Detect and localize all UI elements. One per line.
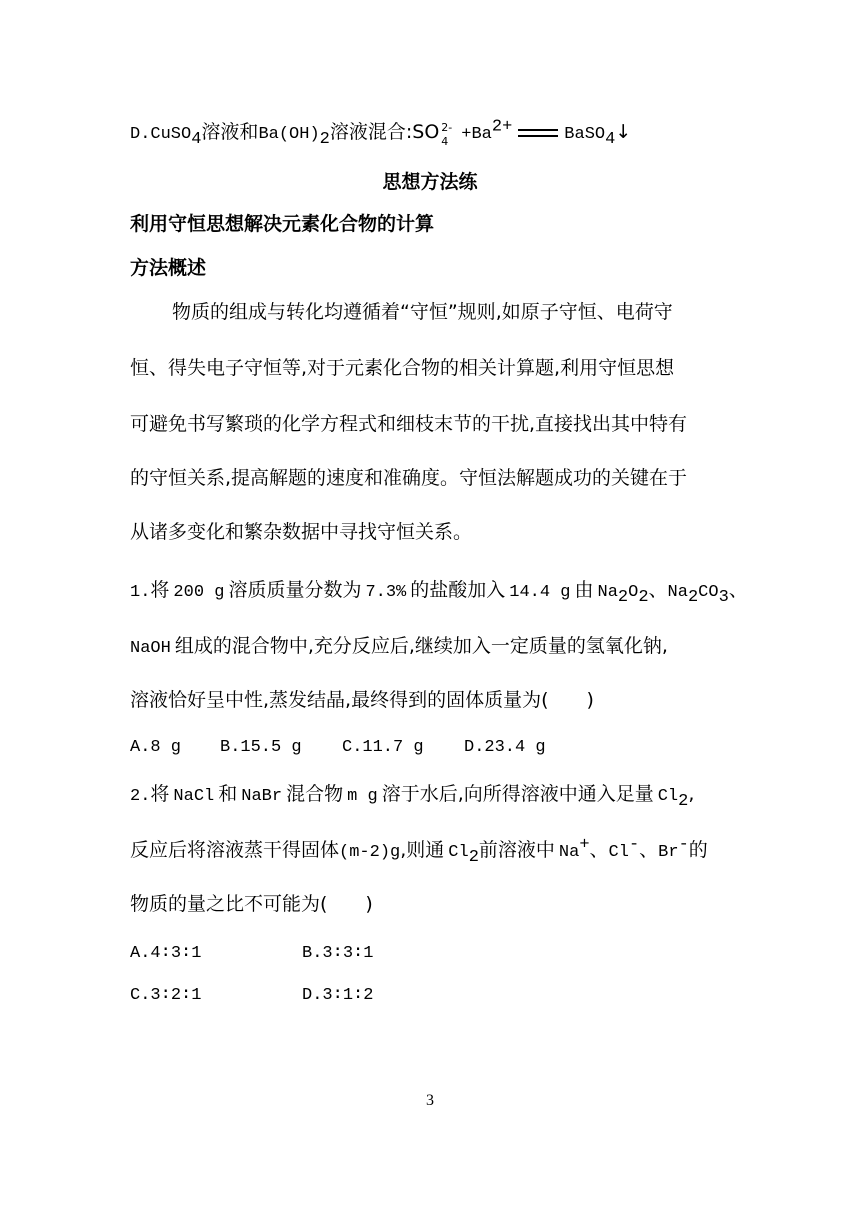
formula: Ba(OH): [258, 125, 320, 144]
paragraph-line: 恒、得失电子守恒等,对于元素化合物的相关计算题,利用守恒思想: [130, 357, 675, 379]
text: 前溶液中: [478, 839, 555, 861]
subtitle: 利用守恒思想解决元素化合物的计算: [130, 213, 435, 235]
section-title: 思想方法练: [382, 171, 478, 193]
question-2-options-row-2: [130, 984, 373, 1008]
charge: 2+: [491, 117, 513, 137]
ion: Br: [658, 843, 679, 862]
text: 和: [218, 783, 238, 805]
question-number: 1.: [130, 583, 151, 602]
method-heading: 方法概述: [130, 257, 207, 279]
value: 7.3%: [365, 583, 407, 602]
text: 溶质质量分数为: [228, 579, 362, 601]
paragraph-line: 可避免书写繁琐的化学方程式和细枝末节的干扰,直接找出其中特有: [130, 413, 688, 435]
formula: Na: [667, 583, 688, 602]
subscript: 2: [468, 847, 479, 867]
option-c: C.11.7 g: [342, 738, 424, 757]
value: 14.4 g: [509, 583, 571, 602]
subscript: 2: [687, 587, 699, 607]
charge: +: [579, 835, 590, 855]
equals-sign: [518, 129, 558, 137]
precipitate-arrow-icon: ↓: [615, 121, 632, 143]
formula: O: [628, 583, 639, 602]
formula: NaOH: [130, 639, 171, 658]
formula: Cl: [448, 843, 469, 862]
question-1-line-2: [130, 634, 668, 661]
value: (m-2)g: [339, 843, 401, 862]
formula: CO: [698, 583, 719, 602]
question-2-line-2: [130, 835, 708, 867]
option-b: B.15.5 g: [220, 738, 302, 757]
subscript: 3: [718, 587, 729, 607]
ion: Cl: [608, 843, 629, 862]
question-2-line-1: [130, 782, 694, 809]
option-d: D.3∶1∶2: [302, 986, 374, 1005]
charge: -: [678, 835, 689, 855]
separator: 、: [639, 839, 659, 861]
formula: NaCl: [173, 787, 215, 806]
text: 溶液恰好呈中性,蒸发结晶,最终得到的固体质量为(: [130, 689, 549, 711]
separator: 、: [728, 579, 748, 601]
formula: CuSO: [150, 125, 192, 144]
formula: NaBr: [241, 787, 283, 806]
text: 将: [150, 783, 170, 805]
text: ): [365, 893, 373, 915]
text: 溶液和: [201, 121, 259, 143]
option-d-equation: [130, 117, 632, 149]
question-1-line-1: [130, 578, 748, 605]
subscript: 2: [319, 129, 330, 149]
option-c: C.3∶2∶1: [130, 986, 202, 1005]
subscript: 4: [605, 129, 616, 149]
option-a: A.8 g: [130, 738, 182, 757]
charge: -: [628, 835, 640, 855]
option-a: A.4∶3∶1: [130, 944, 202, 963]
text: 反应后将溶液蒸干得固体: [130, 839, 340, 861]
subscript: 2: [638, 587, 649, 607]
subscript: 4: [441, 135, 449, 148]
value: 200 g: [173, 583, 225, 602]
option-label: D.: [130, 125, 151, 144]
subscript: 4: [191, 129, 202, 149]
formula: Cl: [657, 787, 679, 806]
text: 将: [150, 579, 170, 601]
text: 溶于水后,向所得溶液中通入足量: [381, 783, 654, 805]
option-b: B.3∶3∶1: [302, 944, 374, 963]
text: 的: [688, 839, 708, 861]
option-d: D.23.4 g: [464, 738, 546, 757]
subscript: 2: [678, 791, 689, 811]
value: m g: [347, 787, 378, 806]
page-number: 3: [426, 1092, 434, 1109]
separator: 、: [589, 839, 609, 861]
text: 的盐酸加入: [410, 579, 506, 601]
text: 混合物: [286, 783, 344, 805]
ion: Na: [558, 843, 580, 862]
text: 由: [574, 579, 594, 601]
charge: 2-: [441, 121, 453, 134]
paragraph-line: 的守恒关系,提高解题的速度和准确度。守恒法解题成功的关键在于: [130, 467, 688, 489]
text: ,: [688, 783, 695, 805]
question-1-line-3: [130, 688, 594, 712]
text: 溶液混合:: [329, 121, 413, 143]
sulfate-ion: SO: [412, 121, 440, 143]
question-2-options-row-1: [130, 942, 373, 966]
question-number: 2.: [130, 787, 151, 806]
separator: 、: [648, 579, 668, 601]
text: 物质的量之比不可能为(: [130, 893, 328, 915]
product-formula: BaSO: [564, 125, 606, 144]
ion-scripts: [439, 121, 461, 148]
question-2-line-3: [130, 892, 373, 916]
paragraph-line: 从诸多变化和繁杂数据中寻找守恒关系。: [130, 521, 473, 543]
question-1-options: [130, 736, 546, 760]
text: ): [586, 689, 594, 711]
formula: Na: [597, 583, 618, 602]
text: 组成的混合物中,充分反应后,继续加入一定质量的氢氧化钠,: [174, 635, 668, 657]
barium-ion: +Ba: [461, 125, 492, 144]
subscript: 2: [617, 587, 629, 607]
text: ,则通: [400, 839, 445, 861]
paragraph-line: 物质的组成与转化均遵循着“守恒”规则,如原子守恒、电荷守: [172, 301, 673, 323]
